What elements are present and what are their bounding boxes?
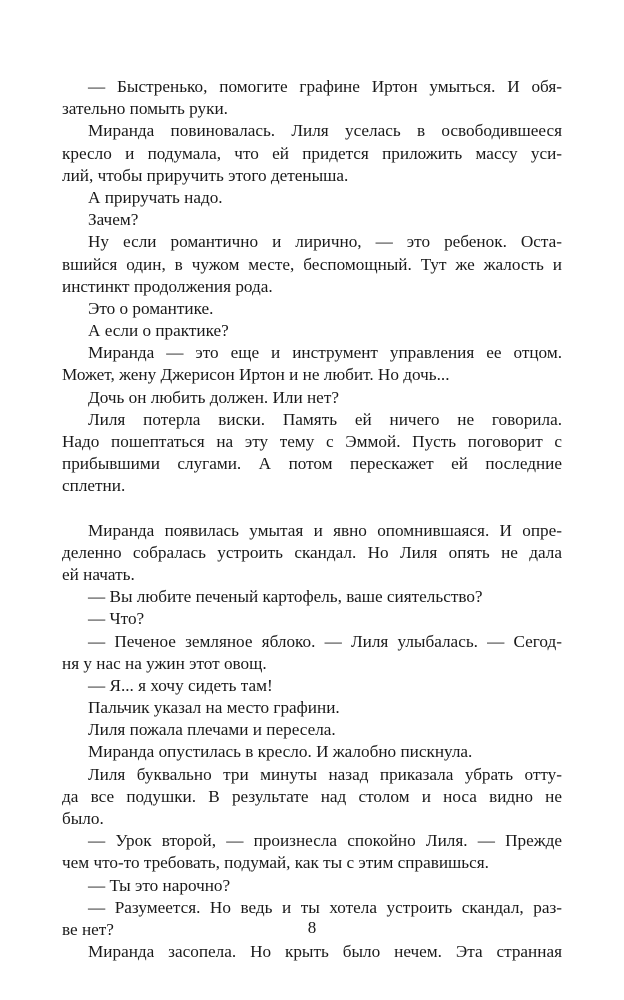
text-line: Дочь он любить должен. Или нет? xyxy=(88,387,339,407)
text-line: — Разумеется. Но ведь и ты хотела устроить скандал, раз- xyxy=(88,897,562,917)
text-line: Миранда повиновалась. Лиля уселась в освободившееся xyxy=(88,121,562,141)
text-line: Это о романтике. xyxy=(88,298,214,318)
text-line: — Печеное земляное яблоко. — Лиля улыбалась. — Сегод- xyxy=(88,631,562,651)
text-line: вшийся один, в чужом месте, беспомощный. Тут же жалость и xyxy=(62,254,562,274)
text-line: деленно собралась устроить скандал. Но Лиля опять не дала xyxy=(62,542,562,562)
text-line: Пальчик указал на место графини. xyxy=(88,698,340,718)
text-line: лий, чтобы приручить этого детеныша. xyxy=(62,165,349,185)
text-line: ве нет? xyxy=(62,919,114,939)
text-line: А приручать надо. xyxy=(88,187,223,207)
text-line: Лиля потерла виски. Память ей ничего не говорила. xyxy=(88,409,562,429)
page-number: 8 xyxy=(307,918,317,937)
text-line: — Что? xyxy=(88,609,145,629)
text-line: — Вы любите печеный картофель, ваше сиятельство? xyxy=(88,587,483,607)
section-break xyxy=(62,498,562,520)
text-line: Ну если романтично и лирично, — это ребенок. Оста- xyxy=(88,232,562,252)
text-line: — Быстренько, помогите графине Иртон умыться. И обя- xyxy=(88,77,562,96)
text-line: Лиля буквально три минуты назад приказала убрать отту- xyxy=(88,764,562,784)
text-line: было. xyxy=(62,809,104,828)
text-line: инстинкт продолжения рода. xyxy=(62,276,273,296)
text-line: Надо пошептаться на эту тему с Эммой. Пусть поговорит с xyxy=(62,432,562,451)
text-line: А если о практике? xyxy=(88,321,229,341)
text-line: Лиля пожала плечами и пересела. xyxy=(88,720,336,740)
text-line: Миранда опустилась в кресло. И жалобно пискнула. xyxy=(88,742,473,762)
text-line: Миранда засопела. Но крыть было нечем. Эта странная xyxy=(88,942,562,962)
text-line: ей начать. xyxy=(62,564,135,584)
text-line: кресло и подумала, что ей придется приложить массу уси- xyxy=(62,143,562,163)
text-line: сплетни. xyxy=(62,476,126,496)
text-line: прибывшими слугами. А потом перескажет ей последние xyxy=(62,454,562,474)
text-line: — Ты это нарочно? xyxy=(88,875,231,895)
text-line: — Урок второй, — произнесла спокойно Лиля. — Прежде xyxy=(88,831,562,851)
text-line: Зачем? xyxy=(88,210,139,230)
text-line: ня у нас на ужин этот овощ. xyxy=(62,653,267,673)
text-line: да все подушки. В результате над столом и носа видно не xyxy=(62,786,562,806)
text-line: чем что-то требовать, подумай, как ты с этим справишься. xyxy=(62,853,489,873)
text-line: Миранда — это еще и инструмент управления ее отцом. xyxy=(88,343,562,363)
page-text xyxy=(62,76,562,963)
text-line: Может, жену Джерисон Иртон и не любит. Но дочь... xyxy=(62,365,450,385)
text-line: зательно помыть руки. xyxy=(62,99,228,119)
text-line: Миранда появилась умытая и явно опомнившаяся. И опре- xyxy=(88,520,562,540)
text-line: — Я... я хочу сидеть там! xyxy=(88,675,273,695)
